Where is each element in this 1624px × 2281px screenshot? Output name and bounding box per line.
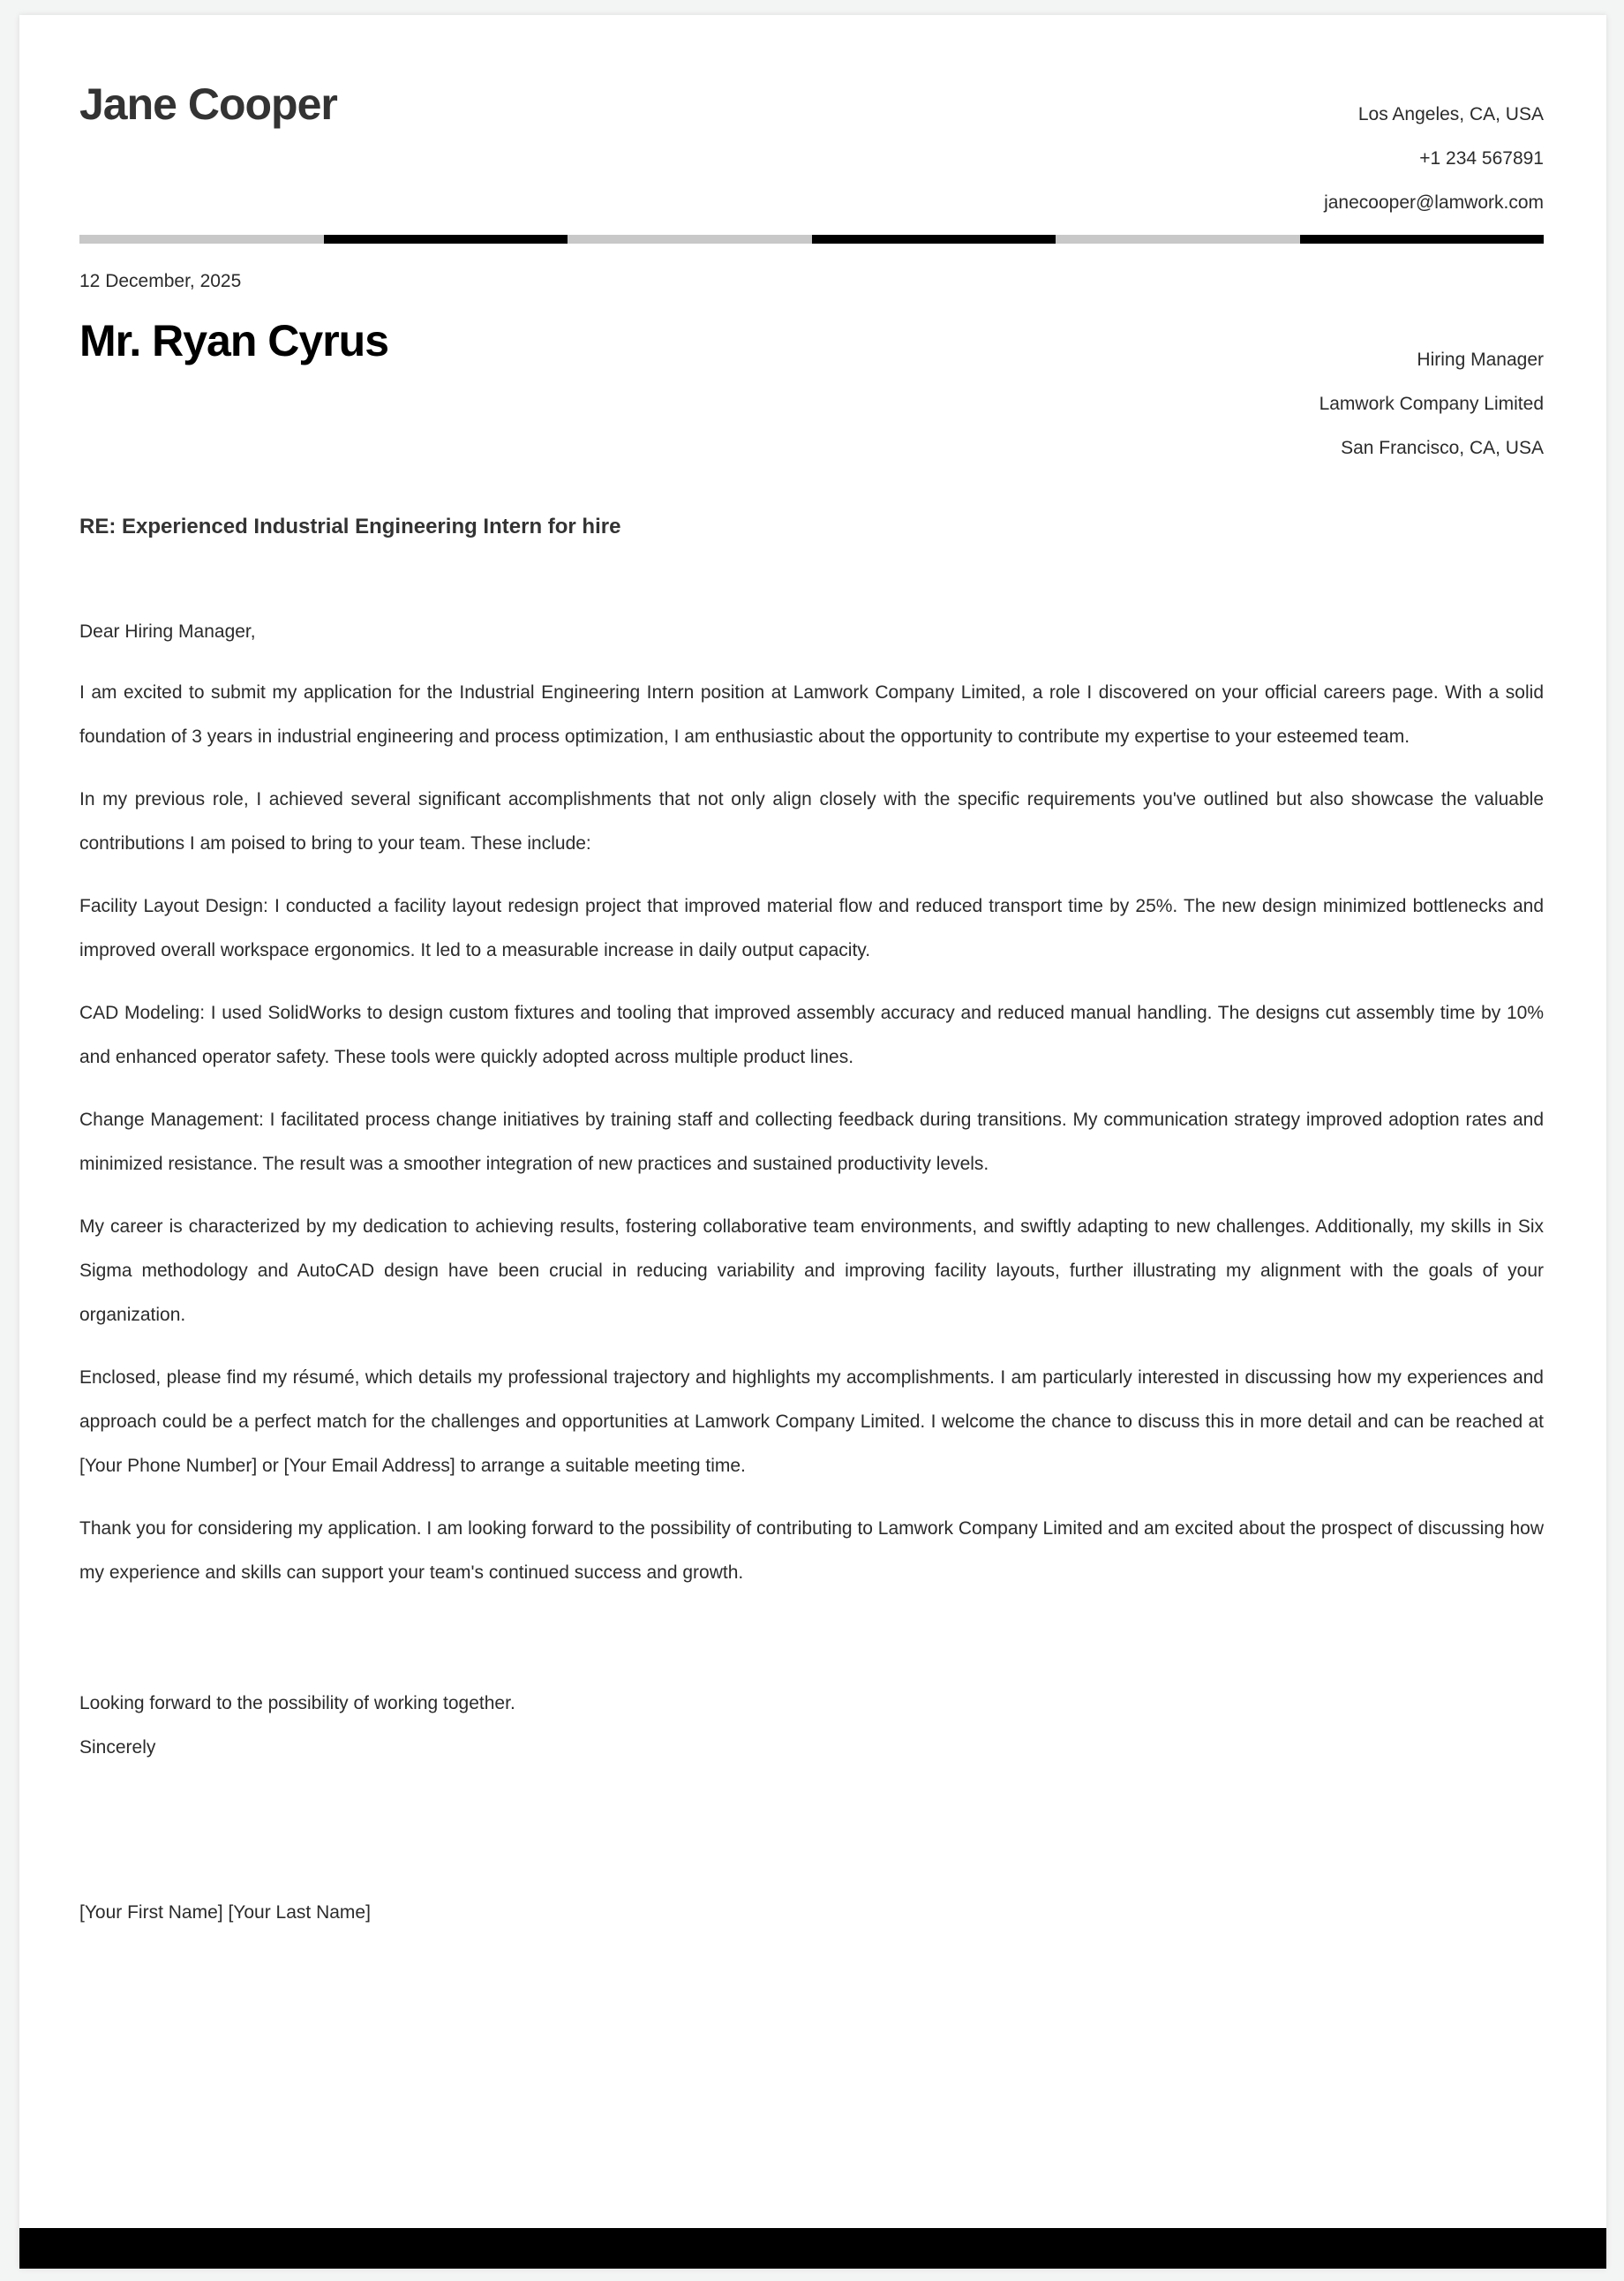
body-paragraph: Facility Layout Design: I conducted a facility layout redesign project that improved material flow and reduced transport time by 25%. The new design minimized bottlenecks and improved overall workspace ergonomics. It led to a measurable increase in daily output capacity.	[79, 896, 1544, 960]
recipient-title: Hiring Manager	[1417, 350, 1544, 370]
body-paragraph: In my previous role, I achieved several significant accomplishments that not only align closely with the specific requirements you've outlined but also showcase the valuable contributions I am poised to bring to your team. These include:	[79, 789, 1544, 854]
body-paragraph: Enclosed, please find my résumé, which details my professional trajectory and highlights my accomplishments. I am particularly interested in discussing how my experiences and approach could be a perfect match for the challenges and opportunities at Lamwork Company Limited. I welcome the chance to discuss this in more detail and can be reached at [Your Phone Number] or [Your Email Address] to arrange a suitable meeting time.	[79, 1367, 1544, 1476]
body-paragraph: I am excited to submit my application for the Industrial Engineering Intern position at Lamwork Company Limited, a role I discovered on your official careers page. With a solid foundation of 3 years in industrial engineering and process optimization, I am enthusiastic about the opportunity to contribute my expertise to your esteemed team.	[79, 682, 1544, 747]
salutation: Dear Hiring Manager,	[79, 621, 256, 642]
divider-segment	[568, 235, 812, 244]
signature-name: [Your First Name] [Your Last Name]	[79, 1902, 371, 1923]
divider-segment	[79, 235, 324, 244]
body-paragraph: CAD Modeling: I used SolidWorks to design custom fixtures and tooling that improved assembly accuracy and reduced manual handling. The designs cut assembly time by 10% and enhanced operator safety. These tools were quickly adopted across multiple product lines.	[79, 1003, 1544, 1067]
body-paragraph: Thank you for considering my application. I am looking forward to the possibility of contributing to Lamwork Company Limited and am excited about the prospect of discussing how my experience and skills can support your team's continued success and growth.	[79, 1518, 1544, 1583]
letter-subject: RE: Experienced Industrial Engineering Intern for hire	[79, 515, 621, 538]
footer-bar	[19, 2228, 1606, 2269]
sender-phone: +1 234 567891	[1419, 148, 1544, 169]
recipient-company: Lamwork Company Limited	[1319, 394, 1544, 414]
closing-line: Looking forward to the possibility of working together.	[79, 1693, 515, 1713]
header-divider	[79, 235, 1544, 244]
divider-segment	[812, 235, 1056, 244]
sender-name: Jane Cooper	[79, 79, 337, 129]
letter-closing	[79, 1682, 515, 1770]
divider-segment	[1056, 235, 1300, 244]
body-paragraph: My career is characterized by my dedication to achieving results, fostering collaborative team environments, and swiftly adapting to new challenges. Additionally, my skills in Six Sigma methodology and AutoCAD design have been crucial in reducing variability and improving facility layouts, further illustrating my alignment with the goals of your organization.	[79, 1216, 1544, 1325]
recipient-details	[1320, 338, 1544, 471]
recipient-name: Mr. Ryan Cyrus	[79, 316, 389, 365]
sender-location: Los Angeles, CA, USA	[1357, 104, 1544, 124]
sign-off: Sincerely	[79, 1737, 156, 1758]
sender-email: janecooper@lamwork.com	[1324, 192, 1544, 213]
divider-segment	[1300, 235, 1545, 244]
letter-body	[79, 610, 1544, 1614]
divider-segment	[324, 235, 568, 244]
letter-date: 12 December, 2025	[79, 271, 242, 291]
letter-page	[19, 15, 1606, 2269]
sender-contact	[1324, 93, 1544, 225]
recipient-location: San Francisco, CA, USA	[1341, 438, 1544, 458]
body-paragraph: Change Management: I facilitated process change initiatives by training staff and collecting feedback during transitions. My communication strategy improved adoption rates and minimized resistance. The result was a smoother integration of new practices and sustained productivity levels.	[79, 1110, 1544, 1174]
